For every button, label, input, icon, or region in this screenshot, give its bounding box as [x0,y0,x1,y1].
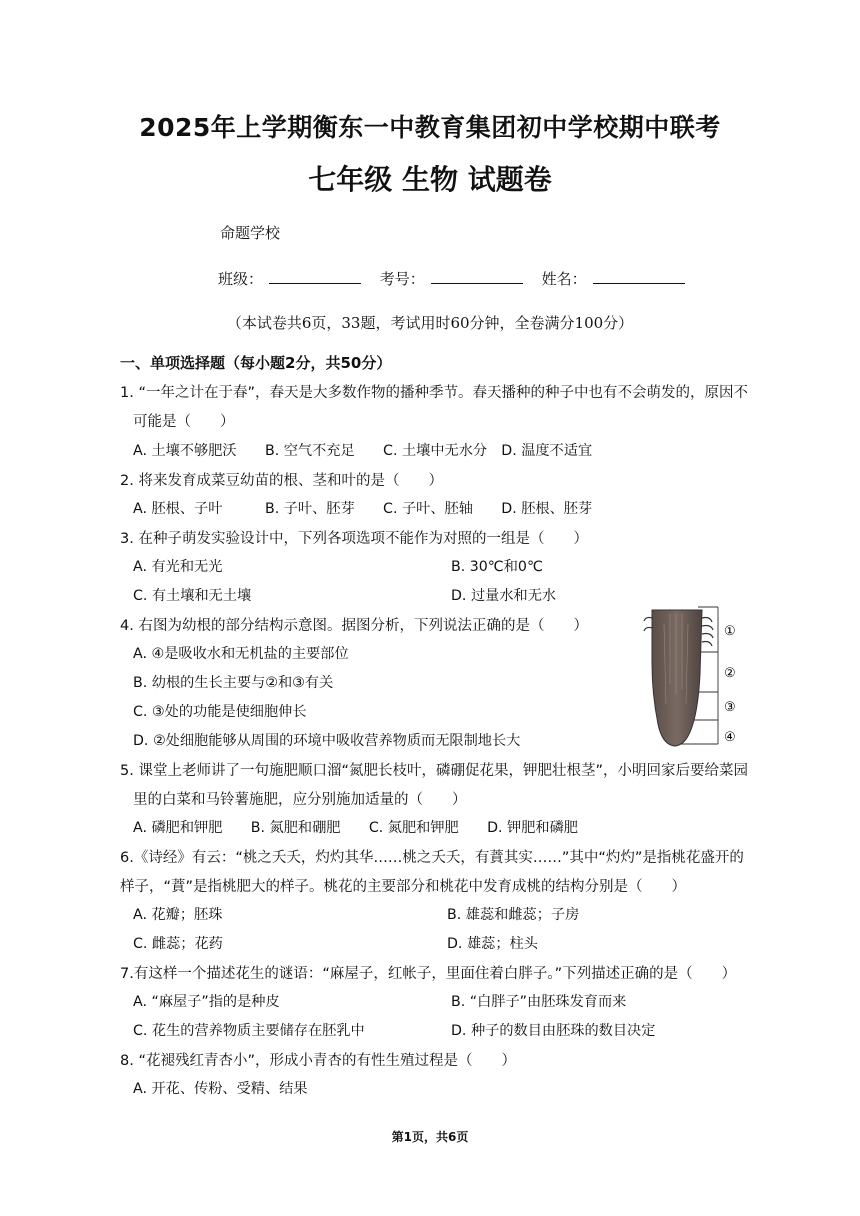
exam-note: （本试卷共6页，33题，考试用时60分钟，全卷满分100分） [226,314,634,332]
root-tip-shape [652,610,702,746]
question-7-option-a: A. “麻屋子”指的是种皮 [133,994,280,1010]
exam-no-label: 考号： [379,270,425,288]
question-4: 4. 右图为幼根的部分结构示意图。据图分析，下列说法正确的是（ ） [120,618,588,634]
exam-subtitle: 七年级 生物 试题卷 [308,163,552,196]
question-4-option-d: D. ②处细胞能够从周围的环境中吸收营养物质而无限制地长大 [133,733,521,749]
question-5-options: A. 磷肥和钾肥 B. 氮肥和硼肥 C. 氮肥和钾肥 D. 钾肥和磷肥 [133,820,578,836]
question-8: 8. “花褪残红青杏小”，形成小青杏的有性生殖过程是（ ） [120,1053,516,1069]
question-5-line-2: 里的白菜和马铃薯施肥，应分别施加适量的（ ） [133,792,467,808]
question-3-option-d: D. 过量水和无水 [451,588,557,604]
question-1-line-2: 可能是（ ） [133,414,235,430]
question-6-option-b: B. 雄蕊和雌蕊；子房 [447,907,580,923]
question-2: 2. 将来发育成菜豆幼苗的根、茎和叶的是（ ） [120,473,443,489]
question-3-option-c: C. 有土壤和无土壤 [133,588,252,604]
question-1-line-1: 1. “一年之计在于春”，春天是大多数作物的播种季节。春天播种的种子中也有不会萌发的，原因不 [120,385,748,401]
exam-no-blank [431,269,523,284]
name-label: 姓名： [541,270,587,288]
question-3-option-a: A. 有光和无光 [133,559,223,575]
question-6-option-c: C. 雌蕊；花药 [133,936,223,952]
root-tip-figure [640,604,750,752]
question-6-option-a: A. 花瓣；胚珠 [133,907,223,923]
question-3-option-b: B. 30℃和0℃ [451,559,543,575]
question-7-option-d: D. 种子的数目由胚珠的数目决定 [451,1023,656,1039]
question-3: 3. 在种子萌发实验设计中，下列各项选项不能作为对照的一组是（ ） [120,531,588,547]
question-6-line-1: 6.《诗经》有云：“桃之夭夭，灼灼其华……桃之夭夭，有蕡其实……”其中“灼灼”是指桃花盛开的 [120,850,744,866]
question-7: 7.有这样一个描述花生的谜语：“麻屋子，红帐子，里面住着白胖子。”下列描述正确的是（ ） [120,966,737,982]
question-6-line-2: 样子，“蕡”是指桃肥大的样子。桃花的主要部分和桃花中发育成桃的结构分别是（ ） [120,879,687,895]
section-heading: 一、单项选择题（每小题2分，共50分） [120,354,392,372]
figure-label-1: ① [724,624,736,639]
figure-label-2: ② [724,666,736,681]
question-4-option-b: B. 幼根的生长主要与②和③有关 [133,675,334,691]
figure-label-4: ④ [724,730,736,745]
question-7-option-b: B. “白胖子”由胚珠发育而来 [451,994,627,1010]
name-blank [593,269,685,284]
question-5-line-1: 5. 课堂上老师讲了一句施肥顺口溜“氮肥长枝叶，磷硼促花果，钾肥壮根茎”，小明回家后要给菜园 [120,763,748,779]
class-blank [269,269,361,284]
school-label: 命题学校 [220,224,281,242]
figure-label-3: ③ [724,700,736,715]
question-7-option-c: C. 花生的营养物质主要储存在胚乳中 [133,1023,365,1039]
question-4-option-c: C. ③处的功能是使细胞伸长 [133,704,307,720]
question-8-option-a: A. 开花、传粉、受精、结果 [133,1081,308,1097]
question-4-option-a: A. ④是吸收水和无机盐的主要部位 [133,646,349,662]
question-6-option-d: D. 雄蕊；柱头 [447,936,538,952]
exam-title: 2025年上学期衡东一中教育集团初中学校期中联考 [139,113,721,142]
question-2-options: A. 胚根、子叶 B. 子叶、胚芽 C. 子叶、胚轴 D. 胚根、胚芽 [133,501,593,517]
question-1-options: A. 土壤不够肥沃 B. 空气不充足 C. 土壤中无水分 D. 温度不适宜 [133,443,593,459]
student-info-fields [218,268,699,289]
page-footer: 第1页，共6页 [391,1130,469,1144]
class-label: 班级： [218,270,264,288]
